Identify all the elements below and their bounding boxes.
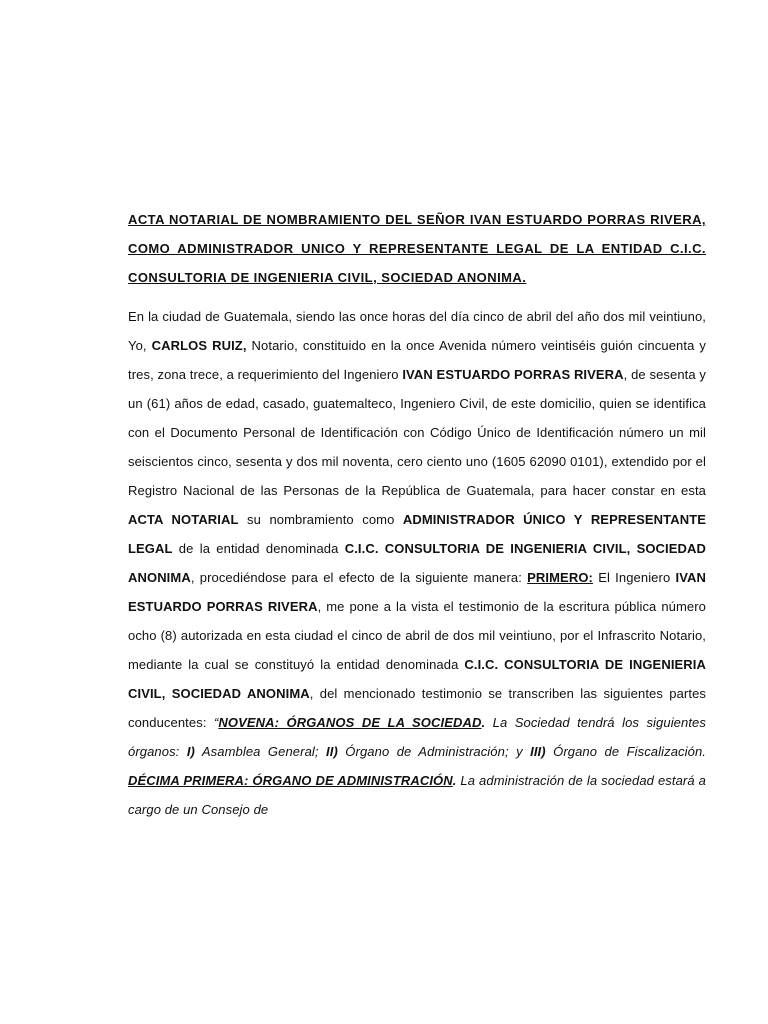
text-run: , del mencionado testimonio se transcriben las siguientes partes conducentes: xyxy=(128,686,706,730)
clause-primero: PRIMERO: xyxy=(527,570,593,585)
text-run: , procediéndose para el efecto de la siguiente manera: xyxy=(190,570,528,585)
list-marker: III) xyxy=(530,744,546,759)
heading-period: . xyxy=(481,715,486,730)
engineer-name: IVAN ESTUARDO PORRAS RIVERA xyxy=(402,367,624,382)
document-page xyxy=(128,205,706,824)
list-marker: I) xyxy=(186,744,195,759)
quoted-text: La Sociedad tendrá los siguientes órganos: xyxy=(128,715,706,759)
list-marker: II) xyxy=(326,744,338,759)
text-run: su nombramiento como xyxy=(238,512,403,527)
appointment-role: ADMINISTRADOR ÚNICO Y REPRESENTANTE LEGAL xyxy=(128,512,707,556)
document-body-paragraph xyxy=(128,302,706,824)
text-run: Notario, constituido en la once Avenida número veintiséis guión cincuenta y tres, zona trece, a requerimiento del Ingeniero xyxy=(128,338,706,382)
quoted-text: Órgano de Fiscalización. xyxy=(545,744,706,759)
quoted-text: La administración de la sociedad estará a cargo de un Consejo de xyxy=(128,773,706,817)
clause-novena-heading: NOVENA: ÓRGANOS DE LA SOCIEDAD xyxy=(218,715,482,730)
text-run: El Ingeniero xyxy=(592,570,676,585)
text-run: En la ciudad de Guatemala, siendo las once horas del día cinco de abril del año dos mil veintiuno, Yo, xyxy=(128,309,706,353)
company-name: C.I.C. CONSULTORIA DE INGENIERIA CIVIL, SOCIEDAD ANONIMA xyxy=(128,657,706,701)
opening-quote: “ xyxy=(213,715,219,730)
quoted-text: Asamblea General; xyxy=(194,744,327,759)
heading-period: . xyxy=(452,773,457,788)
company-name: C.I.C. CONSULTORIA DE INGENIERIA CIVIL, SOCIEDAD ANONIMA xyxy=(128,541,706,585)
quoted-text: Órgano de Administración; y xyxy=(337,744,531,759)
document-title: ACTA NOTARIAL DE NOMBRAMIENTO DEL SEÑOR IVAN ESTUARDO PORRAS RIVERA, COMO ADMINISTRADOR UNICO Y REPRESENTANTE LEGAL DE LA ENTIDAD C.I.C. CONSULTORIA DE INGENIERIA CIVIL, SOCIEDAD ANONIMA. xyxy=(128,212,706,285)
engineer-name: IVAN ESTUARDO PORRAS RIVERA xyxy=(128,570,706,614)
clause-decima-primera-heading: DÉCIMA PRIMERA: ÓRGANO DE ADMINISTRACIÓN xyxy=(128,773,453,788)
text-run: , de sesenta y un (61) años de edad, casado, guatemalteco, Ingeniero Civil, de este domicilio, quien se identifica con el Documento Personal de Identificación con Código Único de Identificación número un mil seiscientos cinco, sesenta y dos mil noventa, cero ciento uno (1605 62090 0101), extendido por el Registro Nacional de las Personas de la República de Guatemala, para hacer constar en esta xyxy=(128,367,707,498)
text-run: de la entidad denominada xyxy=(172,541,345,556)
text-run: , me pone a la vista el testimonio de la escritura pública número ocho (8) autorizada en esta ciudad el cinco de abril de dos mil veintiuno, por el Infrascrito Notario, mediante la cual se constituyó la entidad denominada xyxy=(128,599,707,672)
acta-notarial-term: ACTA NOTARIAL xyxy=(128,512,239,527)
notary-name: CARLOS RUIZ, xyxy=(151,338,247,353)
